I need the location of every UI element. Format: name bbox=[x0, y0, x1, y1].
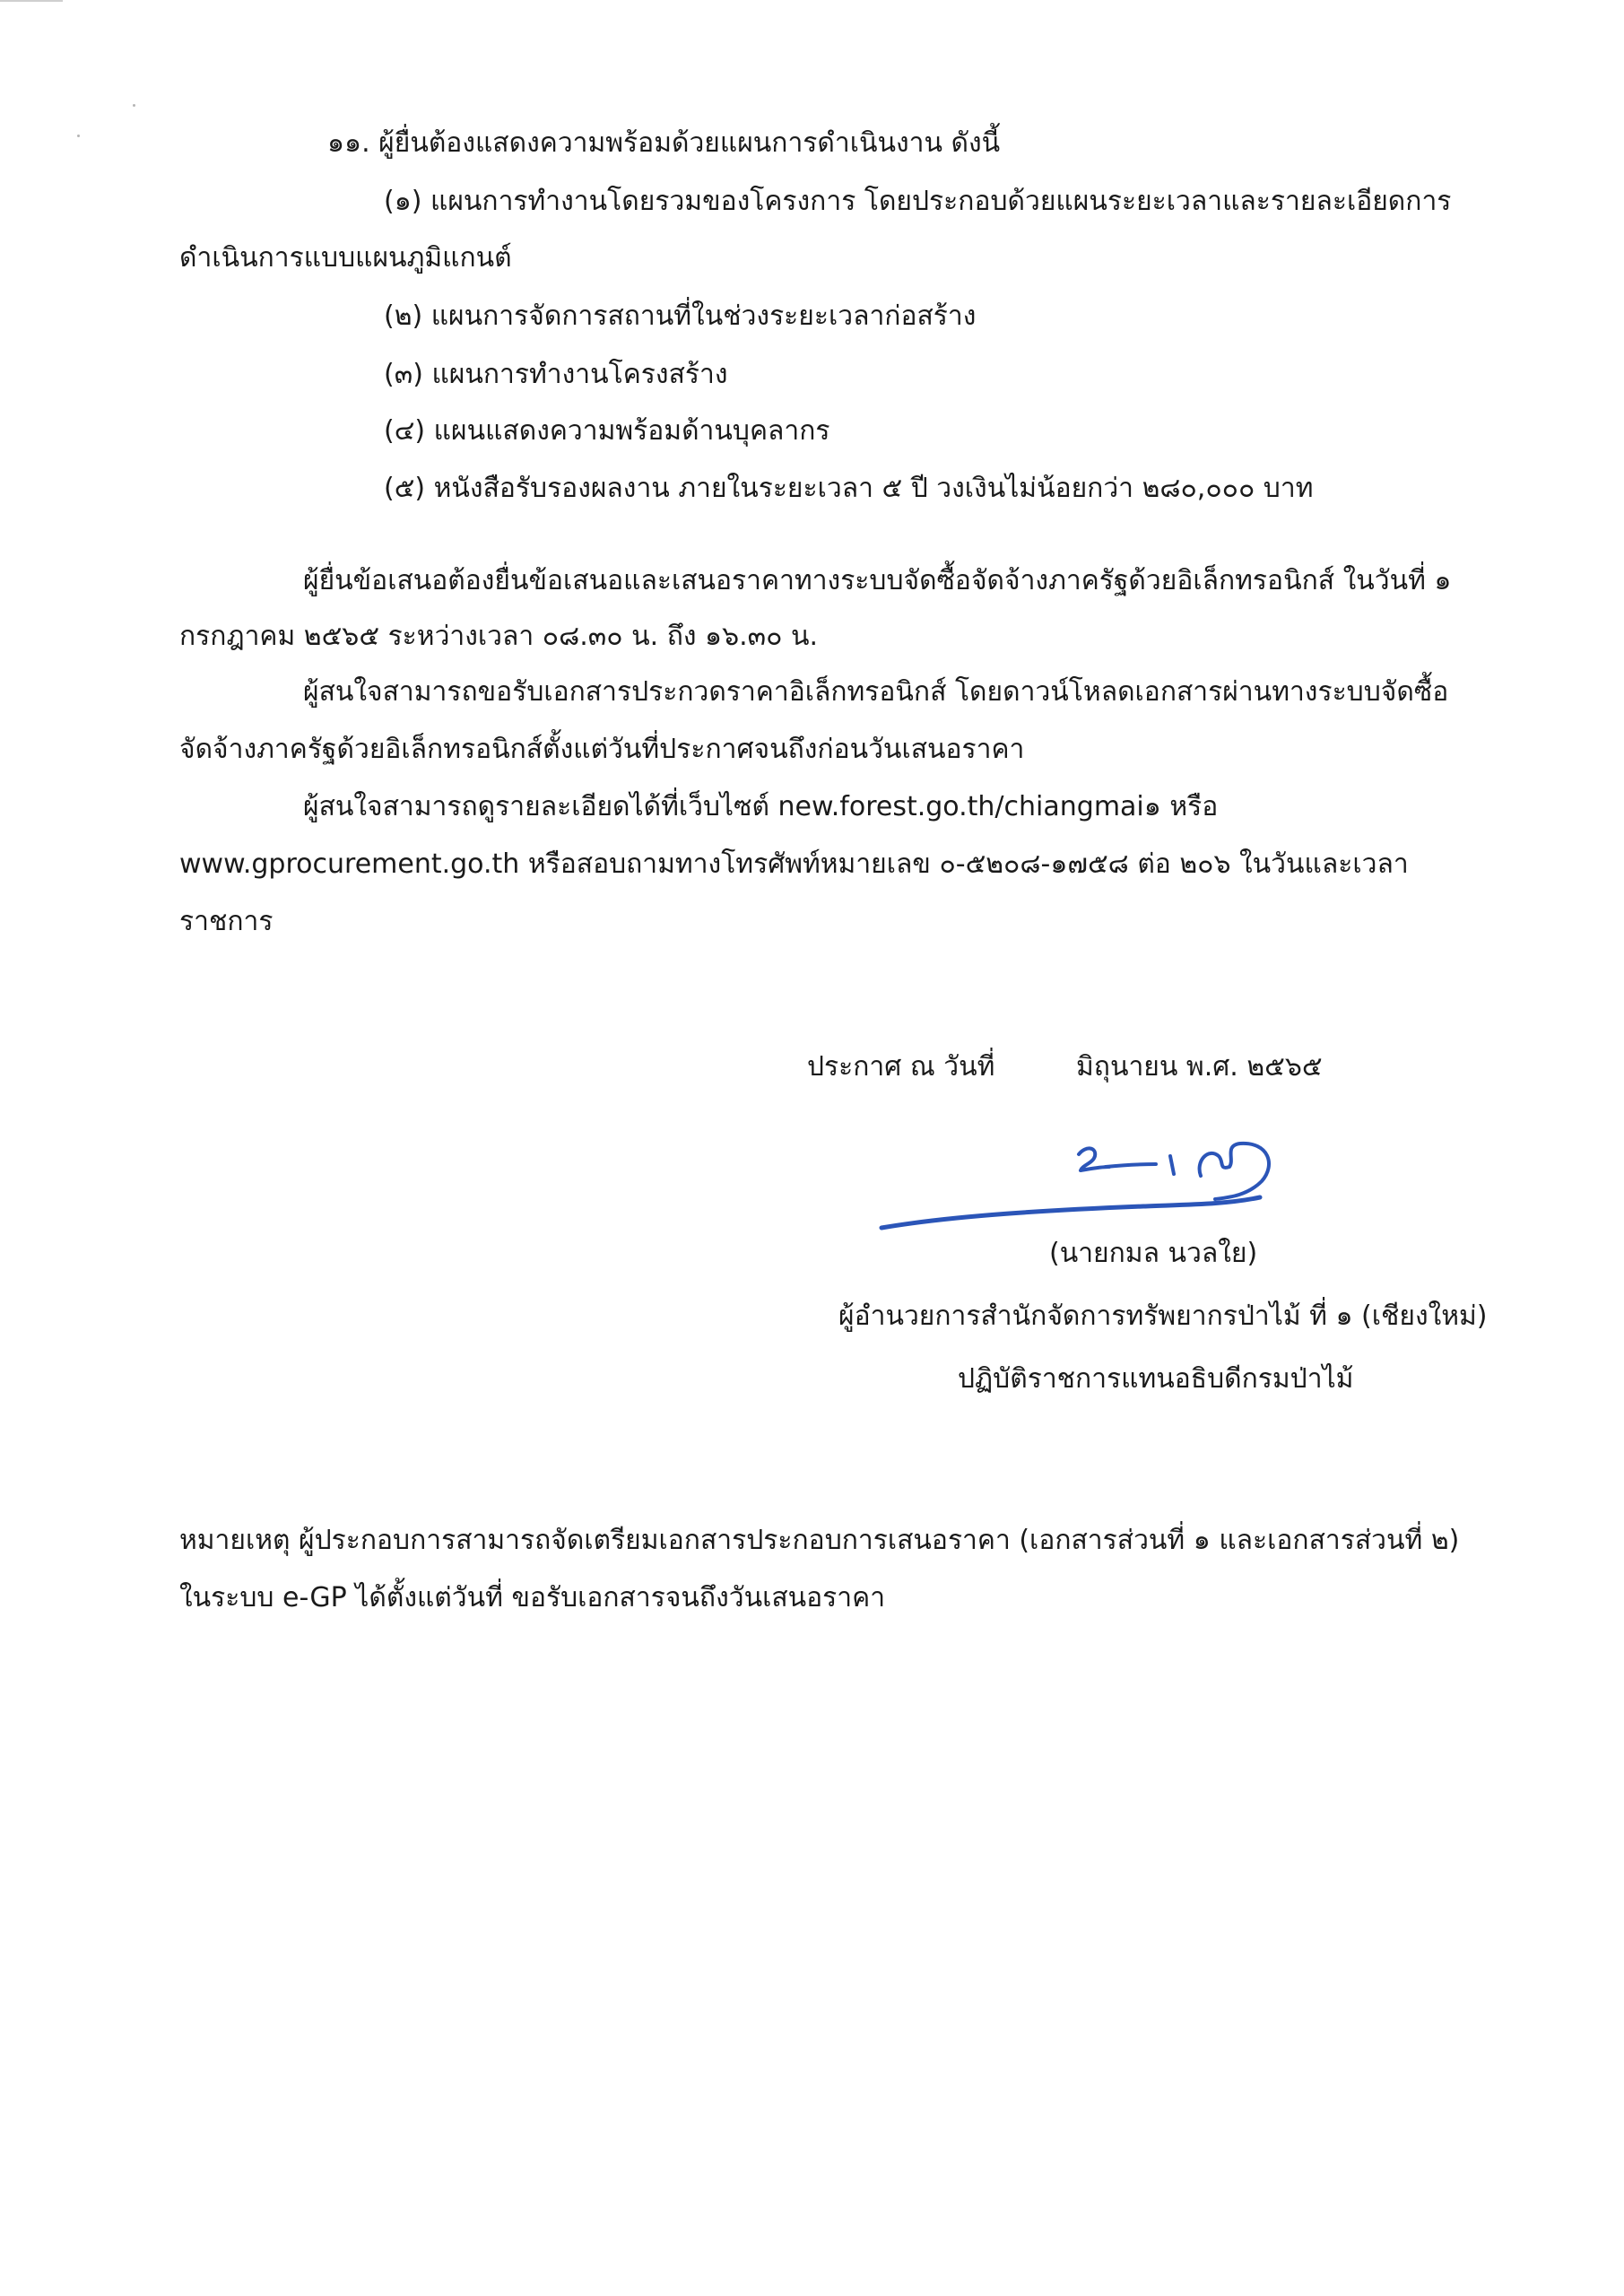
scan-speck bbox=[133, 104, 135, 107]
remark-note-continued: ในระบบ e-GP ได้ตั้งแต่วันที่ ขอรับเอกสารจนถึงวันเสนอราคา bbox=[179, 1582, 886, 1613]
contact-paragraph: ผู้สนใจสามารถดูรายละเอียดได้ที่เว็บไซต์ new.forest.go.th/chiangmai๑ หรือ bbox=[303, 791, 1219, 822]
plan-item-1: (๑) แผนการทำงานโดยรวมของโครงการ โดยประกอบด้วยแผนระยะเวลาและรายละเอียดการ bbox=[384, 186, 1452, 217]
plan-item-2: (๒) แผนการจัดการสถานที่ในช่วงระยะเวลาก่อสร้าง bbox=[384, 300, 977, 332]
submission-paragraph-continued: กรกฎาคม ๒๕๖๕ ระหว่างเวลา ๐๘.๓๐ น. ถึง ๑๖.๓๐ น. bbox=[179, 621, 819, 652]
submission-paragraph: ผู้ยื่นข้อเสนอต้องยื่นข้อเสนอและเสนอราคาทางระบบจัดซื้อจัดจ้างภาครัฐด้วยอิเล็กทรอนิกส์ ในวันที่ ๑ bbox=[303, 565, 1452, 596]
plan-item-3: (๓) แผนการทำงานโครงสร้าง bbox=[384, 359, 728, 390]
download-paragraph-continued: จัดจ้างภาครัฐด้วยอิเล็กทรอนิกส์ตั้งแต่วันที่ประกาศจนถึงก่อนวันเสนอราคา bbox=[179, 734, 1025, 765]
scan-edge-mark bbox=[0, 0, 63, 2]
announcement-date-prefix: ประกาศ ณ วันที่ bbox=[807, 1051, 995, 1083]
remark-note: หมายเหตุ ผู้ประกอบการสามารถจัดเตรียมเอกสารประกอบการเสนอราคา (เอกสารส่วนที่ ๑ และเอกสารส่วนที่ ๒) bbox=[179, 1525, 1460, 1556]
signatory-position: ผู้อำนวยการสำนักจัดการทรัพยากรป่าไม้ ที่ ๑ (เชียงใหม่) bbox=[838, 1300, 1488, 1332]
plan-item-4: (๔) แผนแสดงความพร้อมด้านบุคลากร bbox=[384, 415, 830, 447]
scan-speck bbox=[77, 135, 80, 137]
download-paragraph: ผู้สนใจสามารถขอรับเอกสารประกวดราคาอิเล็กทรอนิกส์ โดยดาวน์โหลดเอกสารผ่านทางระบบจัดซื้อ bbox=[303, 676, 1449, 708]
section-11-heading: ๑๑. ผู้ยื่นต้องแสดงความพร้อมด้วยแผนการดำเนินงาน ดังนี้ bbox=[327, 127, 1001, 159]
contact-paragraph-continued: www.gprocurement.go.th หรือสอบถามทางโทรศัพท์หมายเลข ๐-๕๒๐๘-๑๗๕๘ ต่อ ๒๐๖ ในวันและเวลา bbox=[179, 848, 1409, 880]
signatory-name: (นายกมล นวลใย) bbox=[1049, 1238, 1258, 1269]
plan-item-1-continued: ดำเนินการแบบแผนภูมิแกนต์ bbox=[179, 242, 512, 274]
plan-item-5: (๕) หนังสือรับรองผลงาน ภายในระยะเวลา ๕ ปี วงเงินไม่น้อยกว่า ๒๘๐,๐๐๐ บาท bbox=[384, 473, 1314, 504]
signature-image bbox=[874, 1126, 1287, 1251]
signatory-acting-title: ปฏิบัติราชการแทนอธิบดีกรมป่าไม้ bbox=[958, 1363, 1354, 1395]
contact-paragraph-end: ราชการ bbox=[179, 906, 274, 937]
announcement-date-month-year: มิถุนายน พ.ศ. ๒๕๖๕ bbox=[1076, 1051, 1323, 1083]
